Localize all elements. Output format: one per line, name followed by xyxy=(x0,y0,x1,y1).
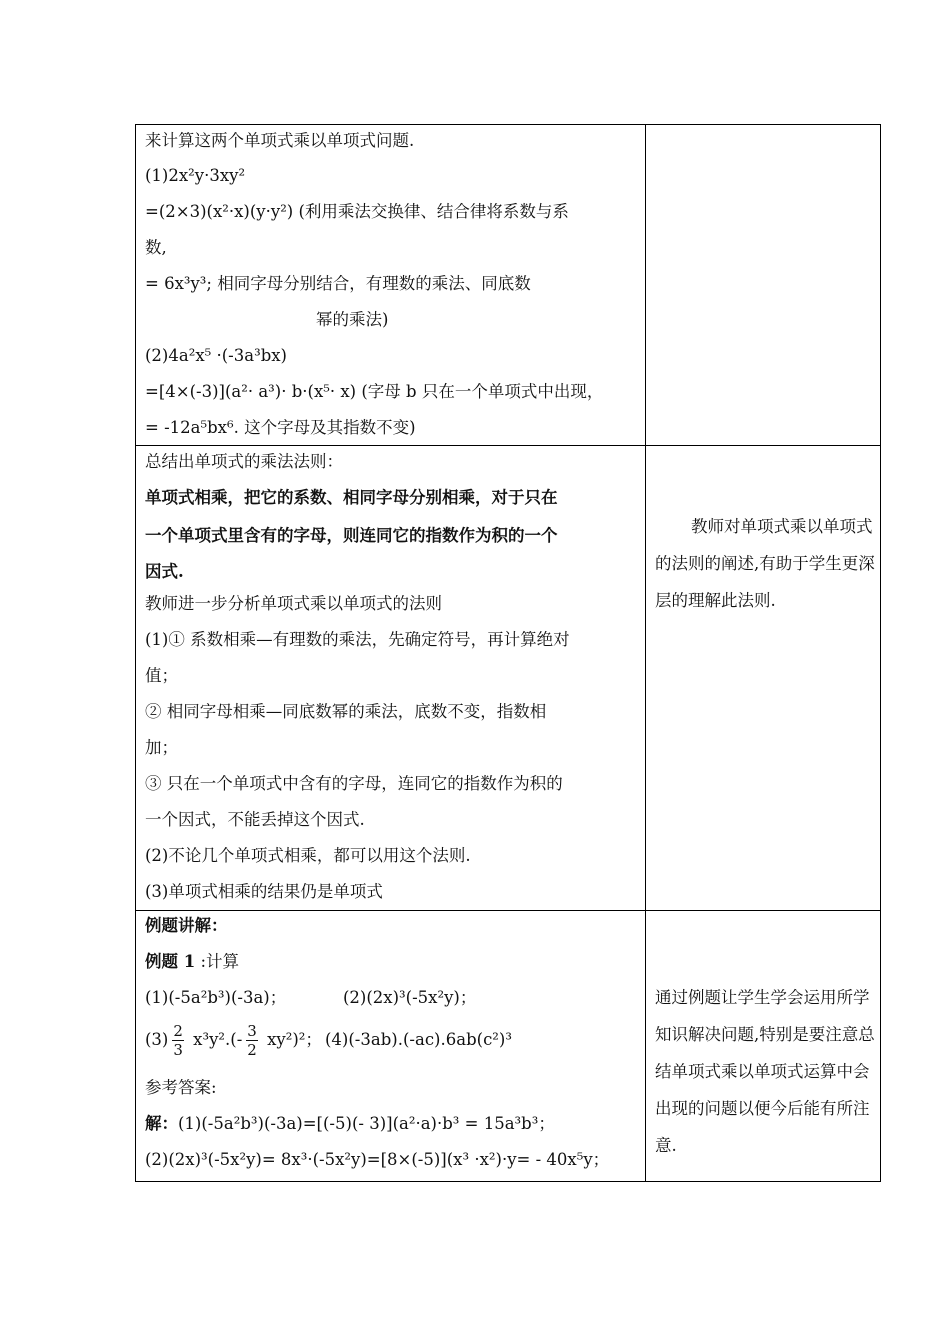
example-label: 例题 1 xyxy=(145,952,196,971)
table-border-left xyxy=(135,124,136,1182)
solution-label: 解： xyxy=(145,1114,178,1133)
text-line: =(2×3)(x²·x)(y·y²) (利用乘法交换律、结合律将系数与系 xyxy=(145,202,569,221)
lesson-table xyxy=(135,124,881,1182)
example-title-line xyxy=(145,950,239,974)
table-border-top xyxy=(135,124,881,125)
text-line: 加； xyxy=(145,738,178,757)
fraction-numerator: 2 xyxy=(173,1022,183,1040)
rule-statement: 一个单项式里含有的字母，则连同它的指数作为积的一个 xyxy=(145,526,558,545)
problem-4: (4)(-3ab).(-ac).6ab(c²)³ xyxy=(325,1030,512,1049)
problem-3-expr: x³y².(- xyxy=(187,1030,243,1049)
text-line: = -12a⁵bx⁶. 这个字母及其指数不变) xyxy=(145,418,416,437)
text-line: ③ 只在一个单项式中含有的字母，连同它的指数作为积的 xyxy=(145,774,563,793)
problem-3-label: (3) xyxy=(145,1030,169,1049)
answer-heading: 参考答案: xyxy=(145,1078,217,1097)
problem-2: (2)(2x)³(-5x²y)； xyxy=(343,988,477,1007)
row-divider-2 xyxy=(135,910,881,911)
section-heading: 例题讲解： xyxy=(145,916,228,935)
text-line: 幂的乘法) xyxy=(316,310,389,329)
problem-1: (1)(-5a²b³)(-3a)； xyxy=(145,988,287,1007)
text-line: (2)4a²x⁵ ·(-3a³bx) xyxy=(145,346,287,365)
solution-1 xyxy=(145,1112,555,1136)
fraction-denominator: 3 xyxy=(173,1041,183,1059)
fraction-denominator: 2 xyxy=(247,1041,257,1059)
solution-1-expr: (1)(-5a²b³)(-3a)=[(-5)(- 3)](a²·a)·b³ = 15a³b³； xyxy=(178,1114,555,1133)
teacher-note: 通过例题让学生学会运用所学知识解决问题,特别是要注意总结单项式乘以单项式运算中会出现的问题以便今后能有所注意. xyxy=(655,988,875,1155)
solution-2: (2)(2x)³(-5x²y)= 8x³·(-5x²y)=[8×(-5)](x³ ·x²)·y= - 40x⁵y； xyxy=(145,1150,610,1169)
text-line: = 6x³y³; 相同字母分别结合，有理数的乘法、同底数 xyxy=(145,274,531,293)
row-divider-1 xyxy=(135,445,881,446)
teacher-note: 教师对单项式乘以单项式的法则的阐述,有助于学生更深层的理解此法则. xyxy=(655,517,875,610)
fraction-numerator: 3 xyxy=(247,1022,257,1040)
fraction-two-thirds xyxy=(172,1022,184,1059)
fraction-three-halves xyxy=(246,1022,258,1059)
column-divider xyxy=(645,124,646,1182)
text-line: (1)① 系数相乘—有理数的乘法，先确定符号，再计算绝对 xyxy=(145,630,570,649)
text-line: 数, xyxy=(145,238,167,257)
table-border-right xyxy=(880,124,881,1182)
text-line: 来计算这两个单项式乘以单项式问题. xyxy=(145,131,415,150)
text-line: ② 相同字母相乘—同底数幂的乘法，底数不变，指数相 xyxy=(145,702,547,721)
example-instruction: :计算 xyxy=(195,952,240,971)
rule-statement: 因式. xyxy=(145,562,184,581)
text-line: 教师进一步分析单项式乘以单项式的法则 xyxy=(145,594,442,613)
text-line: 值； xyxy=(145,666,178,685)
rule-statement: 单项式相乘，把它的系数、相同字母分别相乘，对于只在 xyxy=(145,488,558,507)
text-line: (1)2x²y·3xy² xyxy=(145,166,246,185)
text-line: (2)不论几个单项式相乘，都可以用这个法则. xyxy=(145,846,471,865)
problem-3 xyxy=(145,1020,322,1060)
text-line: 一个因式，不能丢掉这个因式. xyxy=(145,810,365,829)
text-line: 总结出单项式的乘法法则： xyxy=(145,452,343,471)
table-border-bottom xyxy=(135,1181,881,1182)
text-line: =[4×(-3)](a²· a³)· b·(x⁵· x) (字母 b 只在一个单项式中出现， xyxy=(145,382,604,401)
text-line: (3)单项式相乘的结果仍是单项式 xyxy=(145,882,383,901)
problem-3-expr-end: xy²)²； xyxy=(261,1030,322,1049)
